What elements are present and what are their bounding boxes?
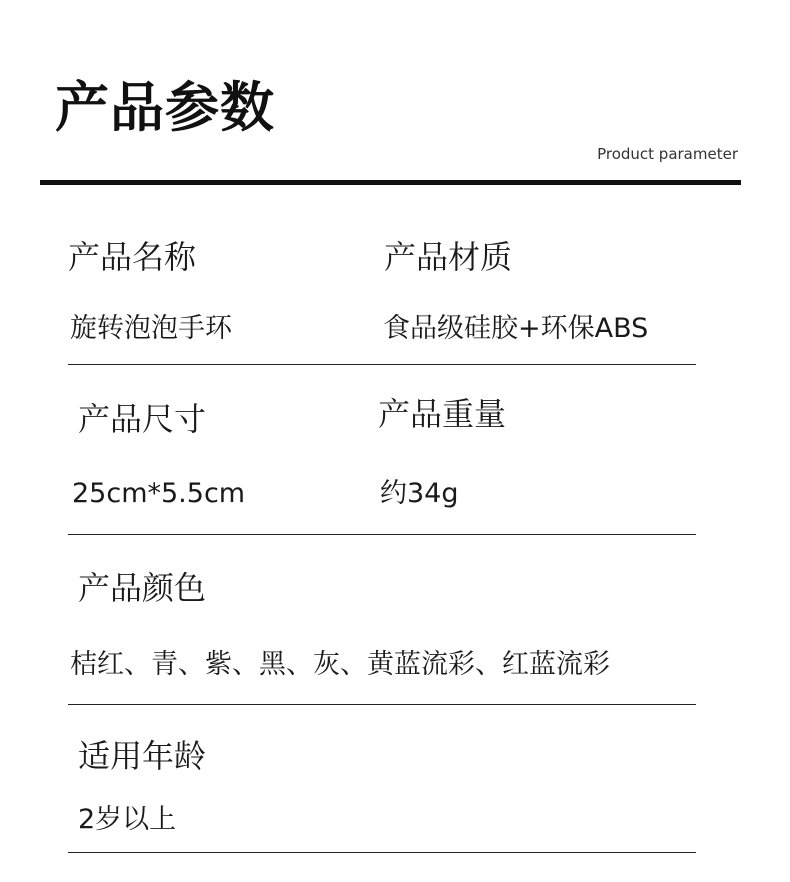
- spec-label-color: 产品颜色: [78, 569, 207, 607]
- spec-value-material: 食品级硅胶+环保ABS: [383, 313, 649, 344]
- spec-label-weight: 产品重量: [378, 395, 507, 433]
- header-divider: [40, 180, 741, 185]
- page-title: 产品参数: [55, 76, 275, 139]
- row-divider: [68, 852, 696, 853]
- spec-label-name: 产品名称: [68, 238, 197, 276]
- spec-label-material: 产品材质: [384, 238, 513, 276]
- page-subtitle: Product parameter: [597, 145, 738, 163]
- spec-value-age: 2岁以上: [78, 804, 177, 835]
- row-divider: [68, 534, 696, 535]
- row-divider: [68, 704, 696, 705]
- spec-value-weight: 约34g: [380, 478, 459, 509]
- row-divider: [68, 364, 696, 365]
- spec-value-name: 旋转泡泡手环: [70, 313, 232, 344]
- spec-label-size: 产品尺寸: [78, 400, 207, 438]
- spec-value-size: 25cm*5.5cm: [72, 478, 246, 509]
- spec-value-color: 桔红、青、紫、黑、灰、黄蓝流彩、红蓝流彩: [70, 649, 610, 680]
- spec-label-age: 适用年龄: [78, 737, 207, 775]
